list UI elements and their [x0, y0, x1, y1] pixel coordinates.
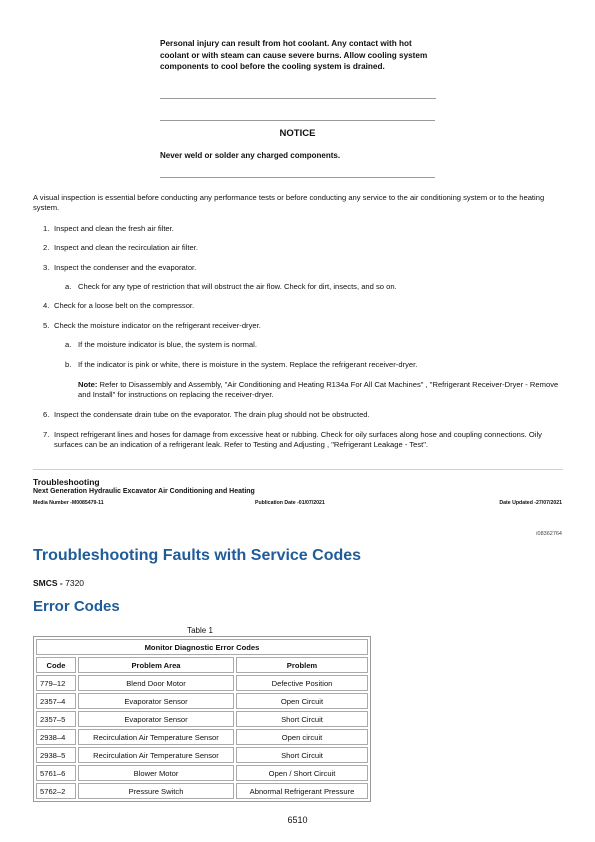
table-cell: 779–12	[36, 675, 76, 691]
table-cell: Recirculation Air Temperature Sensor	[78, 747, 234, 763]
table-title-row	[36, 639, 368, 655]
document-id: i08362764	[536, 531, 562, 537]
column-header: Problem Area	[78, 657, 234, 673]
divider	[160, 98, 436, 99]
list-number: 5.	[43, 321, 50, 330]
table-row	[36, 693, 368, 709]
sub-list-letter: a.	[65, 282, 72, 291]
list-number: 1.	[43, 224, 50, 233]
sub-list-letter: b.	[65, 360, 72, 369]
column-header: Problem	[236, 657, 368, 673]
table-cell: Open / Short Circuit	[236, 765, 368, 781]
table-cell: Recirculation Air Temperature Sensor	[78, 729, 234, 745]
table-cell: Abnormal Refrigerant Pressure	[236, 783, 368, 799]
notice-text: Never weld or solder any charged components.	[160, 151, 341, 160]
list-number: 3.	[43, 263, 50, 272]
table-cell: 2938–4	[36, 729, 76, 745]
table-cell: Pressure Switch	[78, 783, 234, 799]
error-codes-table	[33, 636, 371, 802]
list-text: Inspect the condensate drain tube on the evaporator. The drain plug should not be obstructed.	[54, 410, 370, 419]
table-row	[36, 783, 368, 799]
divider	[33, 469, 563, 470]
divider	[160, 177, 435, 178]
table-row	[36, 711, 368, 727]
table-cell: 2357–4	[36, 693, 76, 709]
table-cell: Defective Position	[236, 675, 368, 691]
table-caption: Table 1	[187, 626, 213, 635]
sub-list-text: If the indicator is pink or white, there is moisture in the system. Replace the refrigerant receiver-dryer.	[78, 360, 418, 369]
notice-title: NOTICE	[279, 128, 316, 139]
sub-list-letter: a.	[65, 340, 72, 349]
table-cell: Blower Motor	[78, 765, 234, 781]
list-number: 7.	[43, 430, 50, 439]
page-title: Troubleshooting Faults with Service Codes	[33, 547, 362, 564]
media-number: Media Number -M0085479-11	[33, 500, 104, 506]
table-row	[36, 675, 368, 691]
smcs-label: SMCS -	[33, 578, 63, 588]
smcs-code	[33, 578, 84, 588]
note-label: Note:	[78, 380, 98, 389]
table-row	[36, 729, 368, 745]
document-category: Troubleshooting	[33, 477, 100, 487]
table-cell: 2938–5	[36, 747, 76, 763]
table-row	[36, 747, 368, 763]
list-text: Inspect refrigerant lines and hoses for damage from excessive heat or rubbing. Check for oily surfaces along hose and coupling connections. Oily surfaces can be an indication of a refrigerant leak. Refer to Testing and Adjusting , "Refrigerant Leakage - Test".	[54, 430, 542, 449]
intro-paragraph: A visual inspection is essential before conducting any performance tests or before conducting any service to the air conditioning system or to the heating system.	[33, 193, 545, 212]
table-cell: Open circuit	[236, 729, 368, 745]
list-number: 2.	[43, 243, 50, 252]
publication-date: Publication Date -01/07/2021	[255, 500, 325, 506]
document-subtitle: Next Generation Hydraulic Excavator Air Conditioning and Heating	[33, 488, 255, 495]
list-text: Inspect the condenser and the evaporator.	[54, 263, 197, 272]
list-number: 6.	[43, 410, 50, 419]
list-text: Inspect and clean the recirculation air filter.	[54, 243, 198, 252]
list-text: Check for a loose belt on the compressor.	[54, 301, 195, 310]
note	[78, 380, 563, 400]
list-text: Inspect and clean the fresh air filter.	[54, 224, 174, 233]
table-cell: Short Circuit	[236, 711, 368, 727]
sub-list-text: If the moisture indicator is blue, the system is normal.	[78, 340, 257, 349]
warning-text: Personal injury can result from hot coolant. Any contact with hot coolant or with steam can cause severe burns. Allow cooling system components to cool before the cooling system is drained.	[160, 39, 428, 71]
section-heading: Error Codes	[33, 598, 120, 615]
table-cell: 5761–6	[36, 765, 76, 781]
list-item	[43, 430, 563, 462]
table-cell: 2357–5	[36, 711, 76, 727]
smcs-value: 7320	[62, 578, 85, 588]
page-number: 6510	[287, 815, 308, 825]
sub-list-text: Check for any type of restriction that will obstruct the air flow. Check for dirt, insects, and so on.	[78, 282, 397, 291]
table-cell: Evaporator Sensor	[78, 693, 234, 709]
table-cell: Blend Door Motor	[78, 675, 234, 691]
date-updated: Date Updated -27/07/2021	[499, 500, 562, 506]
table-cell: Evaporator Sensor	[78, 711, 234, 727]
column-header: Code	[36, 657, 76, 673]
table-header-row	[36, 657, 368, 673]
divider	[160, 120, 435, 121]
list-text: Check the moisture indicator on the refrigerant receiver-dryer.	[54, 321, 261, 330]
table-cell: Open Circuit	[236, 693, 368, 709]
list-number: 4.	[43, 301, 50, 310]
note-text: Refer to Disassembly and Assembly, "Air Conditioning and Heating R134a For All Cat Machines" , "Refrigerant Receiver-Dryer - Remove and Install" for instructions on replacing the receiver-dryer.	[78, 380, 559, 399]
table-row	[36, 765, 368, 781]
table-cell: 5762–2	[36, 783, 76, 799]
table-title: Monitor Diagnostic Error Codes	[36, 639, 368, 655]
table-cell: Short Circuit	[236, 747, 368, 763]
